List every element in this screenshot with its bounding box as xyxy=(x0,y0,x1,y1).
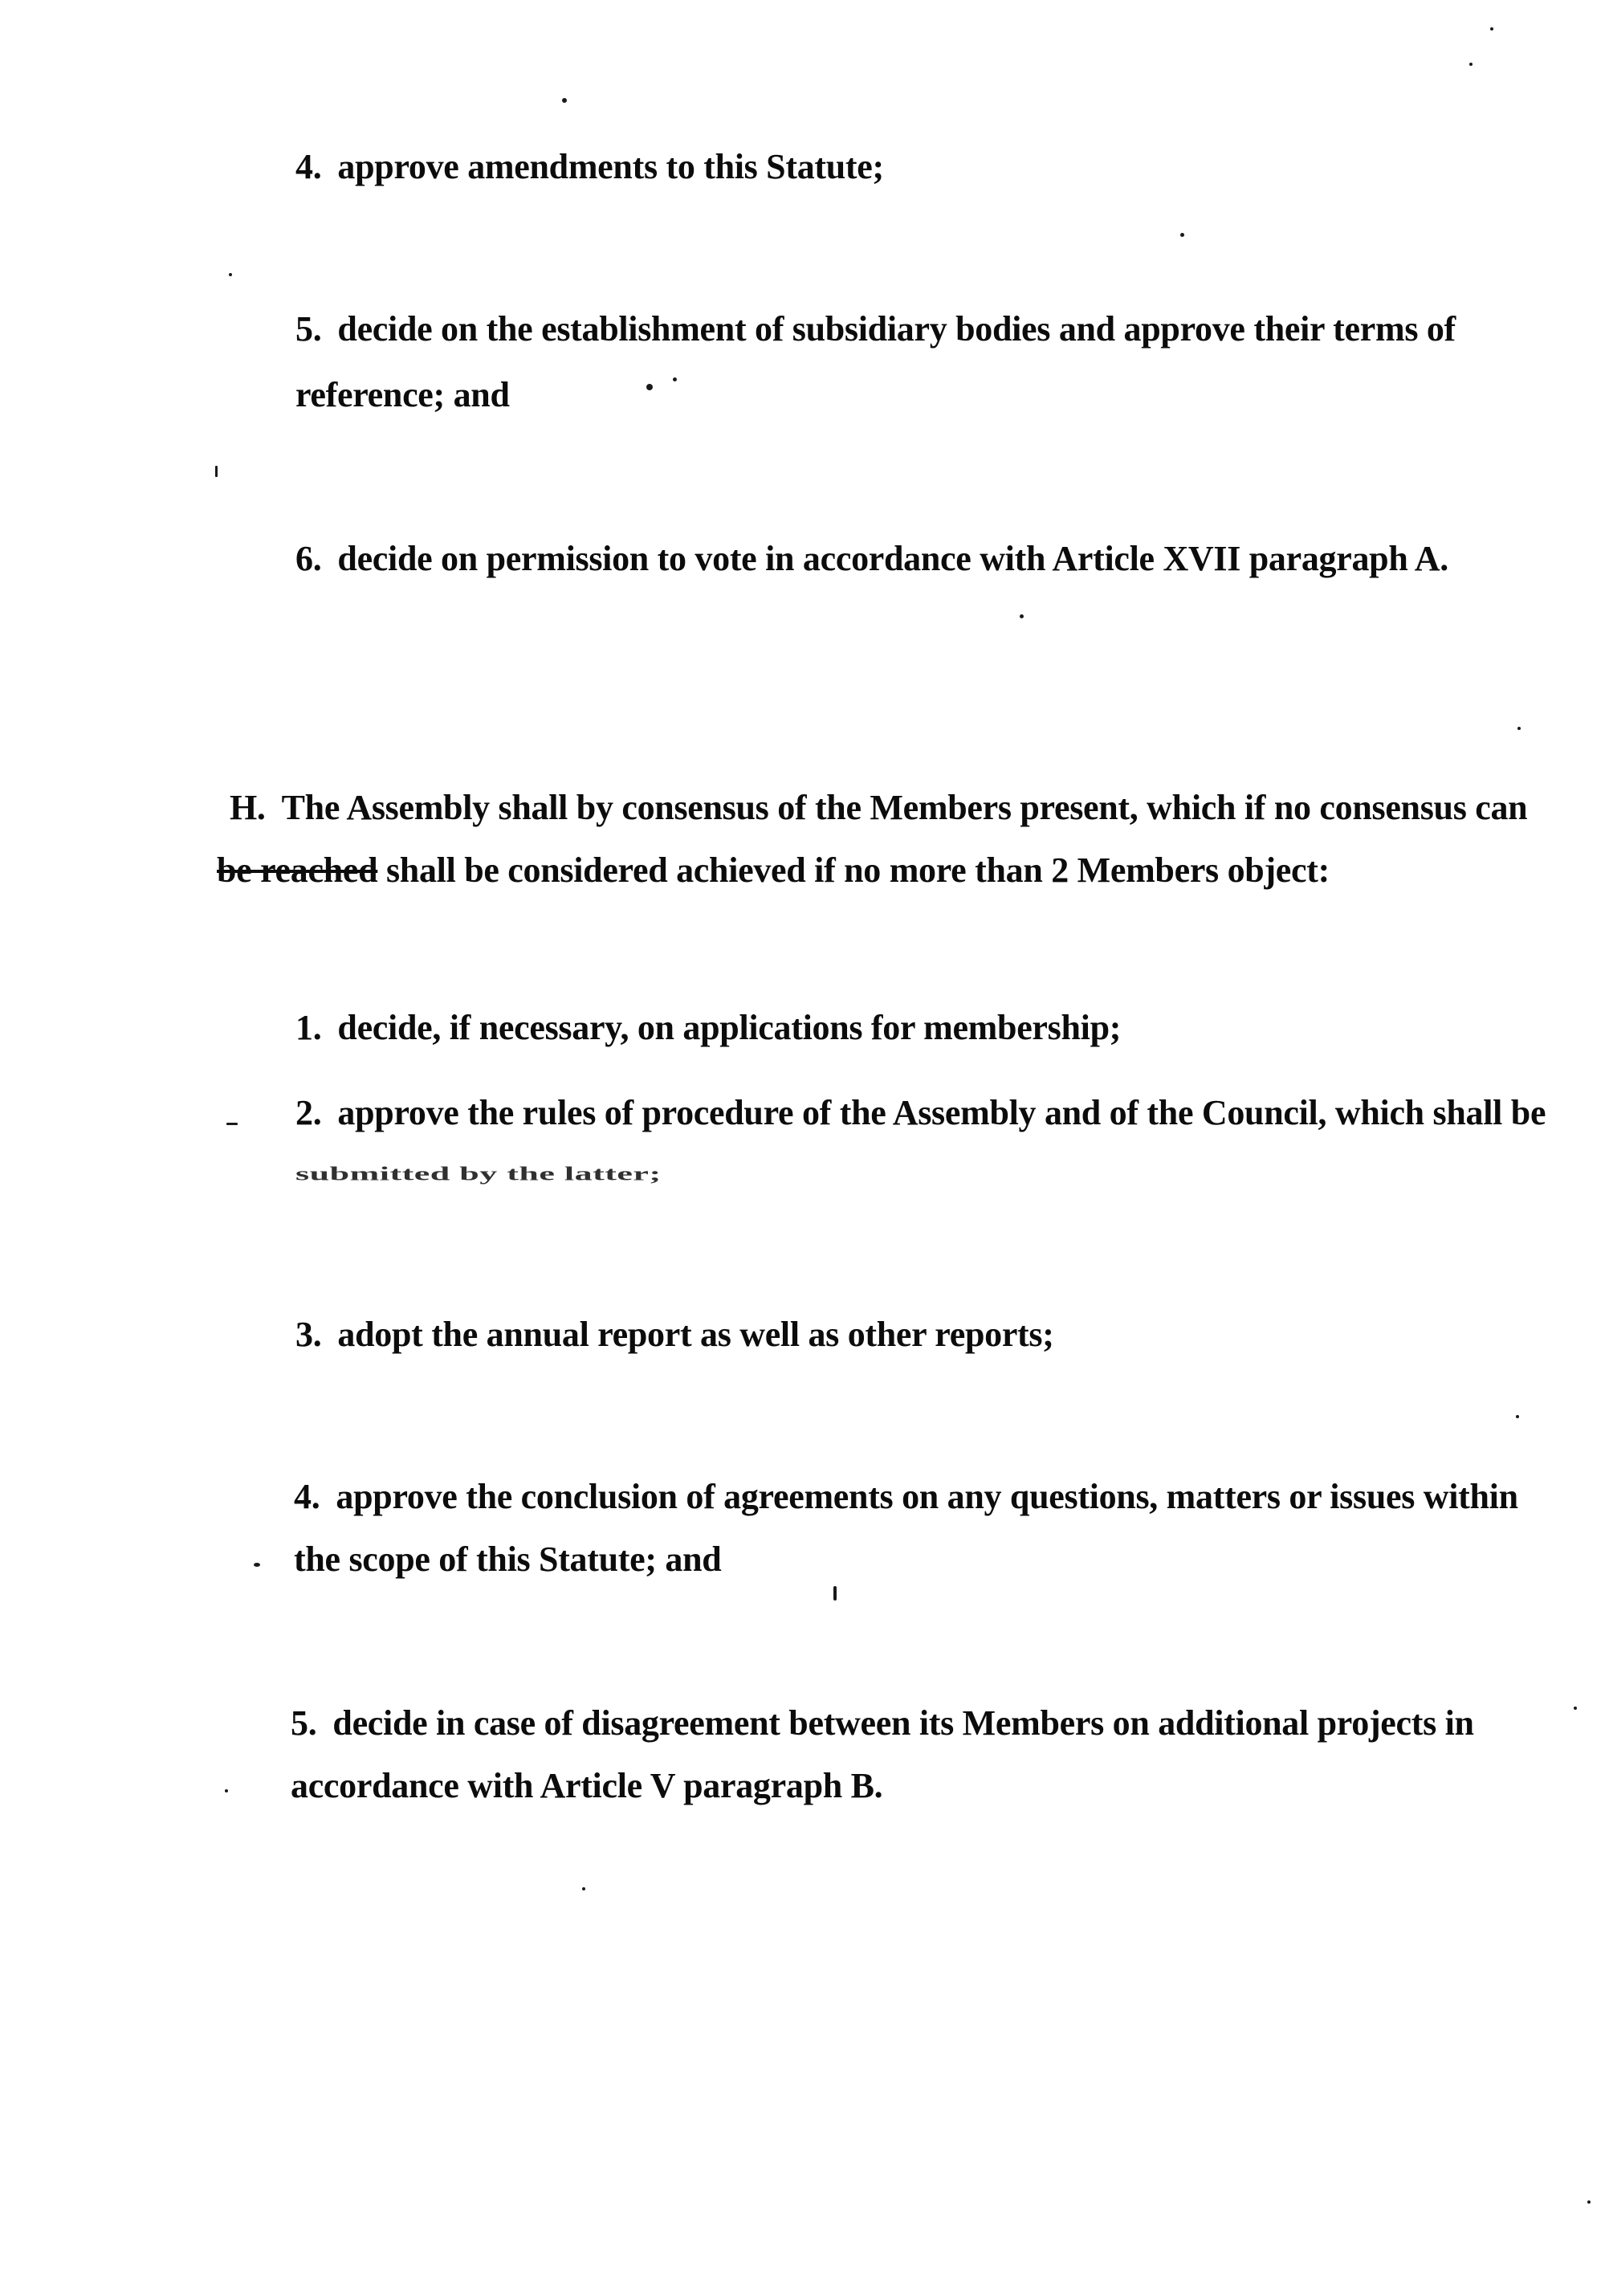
item-number: 1. xyxy=(295,1008,322,1047)
section-intro-text: The Assembly shall by consensus of the Members present, which if no consensus can xyxy=(281,788,1528,827)
item-number: 5. xyxy=(291,1703,317,1743)
item-h-2-continuation xyxy=(295,1156,662,1192)
item-g-4 xyxy=(295,149,884,185)
item-h-5 xyxy=(291,1703,1474,1743)
item-text: reference; and xyxy=(295,375,510,414)
scan-speck xyxy=(833,1586,837,1601)
scan-speck xyxy=(1490,27,1493,31)
item-text: decide, if necessary, on applications for membership; xyxy=(337,1008,1122,1047)
scan-speck xyxy=(1180,233,1184,237)
scan-speck xyxy=(1574,1707,1577,1710)
item-number: 4. xyxy=(294,1477,320,1516)
scan-speck xyxy=(225,1789,228,1792)
scan-speck xyxy=(215,466,218,477)
scan-speck xyxy=(1587,2200,1591,2204)
item-text: approve the conclusion of agreements on any questions, matters or issues within xyxy=(336,1477,1518,1516)
item-h-5-continuation xyxy=(291,1768,882,1804)
item-h-4-continuation xyxy=(294,1542,721,1577)
item-text: approve the rules of procedure of the Assembly and of the Council, which shall be xyxy=(337,1093,1546,1132)
scan-speck xyxy=(646,384,653,390)
item-text: approve amendments to this Statute; xyxy=(337,147,884,186)
section-h-intro-continuation xyxy=(217,850,1330,890)
item-h-4 xyxy=(294,1479,1518,1515)
item-h-2 xyxy=(295,1095,1546,1131)
item-number: 6. xyxy=(295,539,322,578)
scan-speck xyxy=(1516,1415,1519,1418)
scan-speck xyxy=(1469,63,1473,66)
scan-speck xyxy=(226,1123,238,1125)
scan-speck xyxy=(254,1563,260,1567)
struck-text: be reached xyxy=(217,850,378,890)
item-h-3 xyxy=(295,1317,1054,1352)
item-text: adopt the annual report as well as other reports; xyxy=(337,1315,1054,1354)
item-g-6 xyxy=(295,541,1448,577)
item-number: 3. xyxy=(295,1315,322,1354)
scan-speck xyxy=(673,377,677,381)
item-g-5-continuation xyxy=(295,377,510,413)
scan-speck xyxy=(1517,727,1521,730)
item-h-1 xyxy=(295,1010,1121,1046)
section-intro-text: shall be considered achieved if no more than 2 Members object: xyxy=(385,850,1330,890)
scan-speck xyxy=(1020,614,1024,618)
item-g-5 xyxy=(295,309,1456,349)
item-text: decide on permission to vote in accordance with Article XVII paragraph A. xyxy=(337,539,1448,578)
item-text: decide in case of disagreement between its Members on additional projects in xyxy=(332,1703,1474,1743)
scan-speck xyxy=(229,273,232,276)
item-number: 5. xyxy=(295,309,322,349)
scan-speck xyxy=(582,1887,585,1890)
item-text: decide on the establishment of subsidiary bodies and approve their terms of xyxy=(337,309,1456,349)
scan-speck xyxy=(562,98,567,103)
section-h-intro xyxy=(230,790,1527,826)
item-text: submitted by the latter; xyxy=(295,1163,662,1185)
section-label: H. xyxy=(230,788,266,827)
item-text: accordance with Article V paragraph B. xyxy=(291,1766,883,1805)
item-number: 4. xyxy=(295,147,322,186)
item-number: 2. xyxy=(295,1093,322,1132)
item-text: the scope of this Statute; and xyxy=(294,1540,722,1579)
